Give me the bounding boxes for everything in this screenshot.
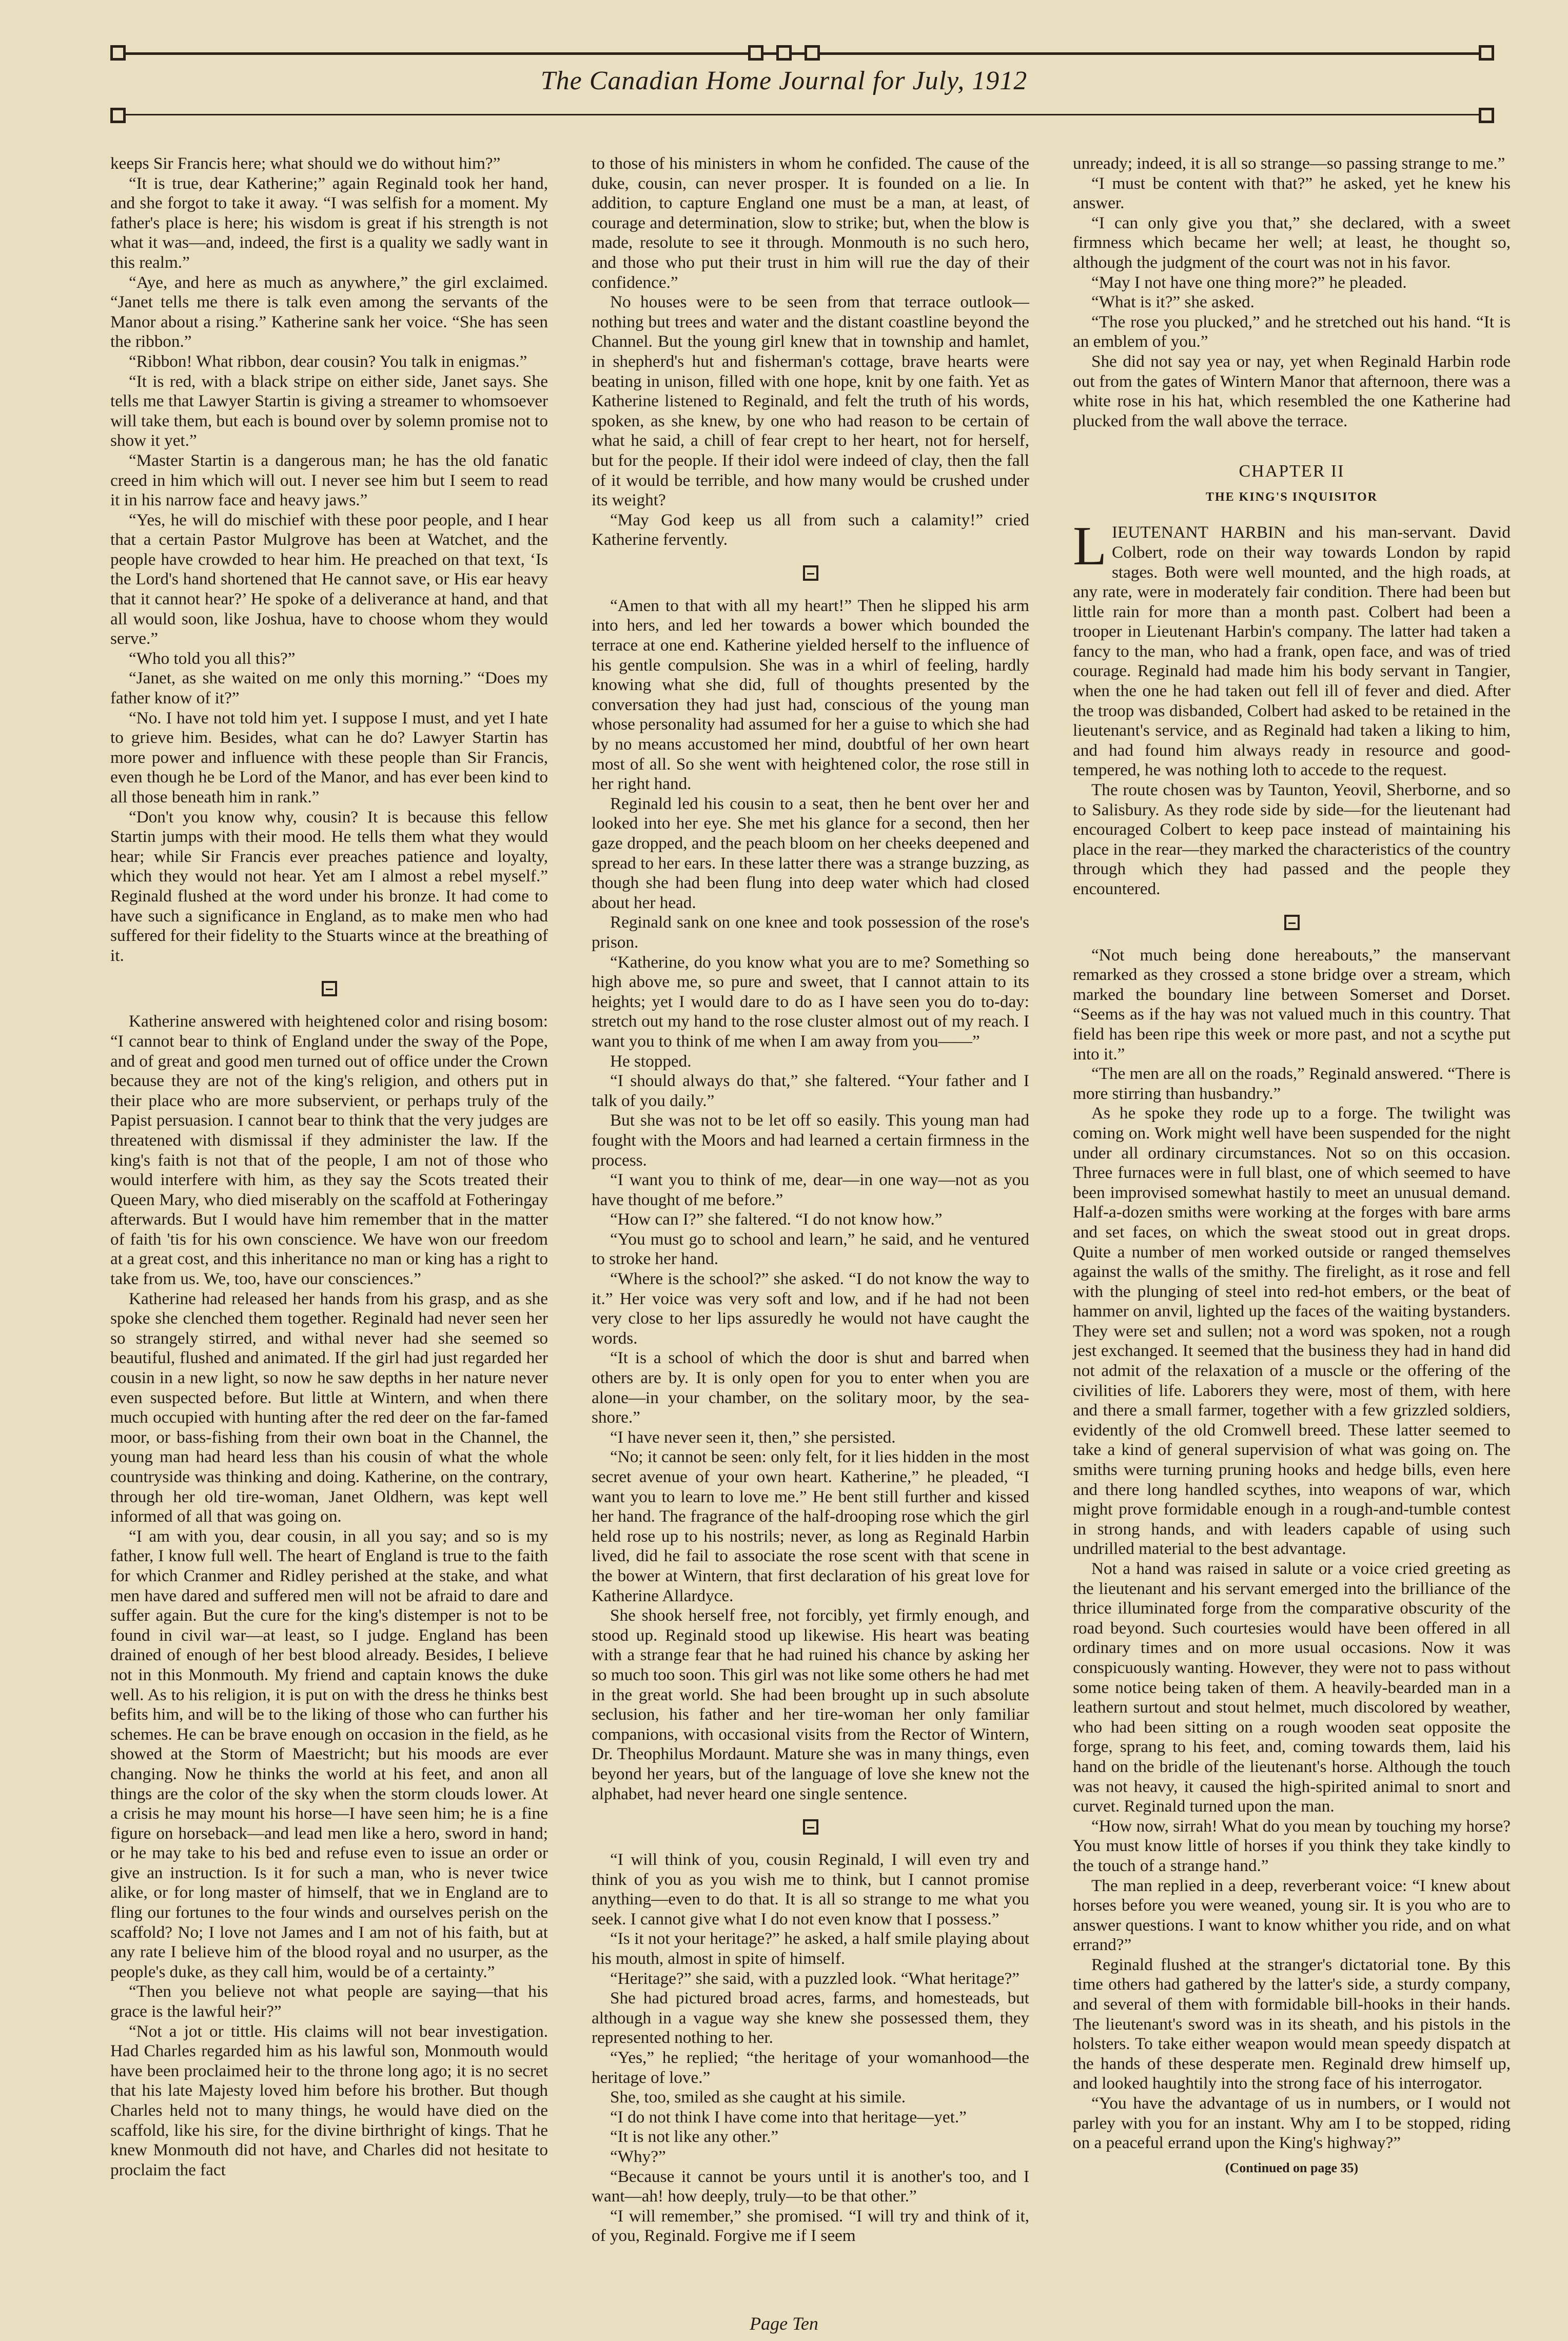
paragraph: “Ribbon! What ribbon, dear cousin? You talk in enigmas.” [129,351,527,371]
ornament-box-right [1479,45,1494,61]
section-separator-icon [803,1819,818,1835]
paragraph: Reginald led his cousin to a seat, then he bent over her and looked into her eye. She met his glance for a second, then her gaze dropped, and the peach bloom on her cheeks deepened and spread to her ears. In these latter there was a strange buzzing, as though she had been flung into deep water which had closed about her head. [592,794,1029,912]
paragraph: “I want you to think of me, dear—in one way—not as you have thought of me before.” [592,1170,1029,1209]
masthead: The Canadian Home Journal for July, 1912 [540,66,1028,95]
paragraph: “I will remember,” she promised. “I will try and think of it, of you, Reginald. Forgive me if I seem [592,2206,1029,2246]
chapter-title: THE KING'S INQUISITOR [1206,490,1378,504]
paragraph: “What is it?” she asked. [1091,292,1255,312]
paragraph: Not a hand was raised in salute or a voice cried greeting as the lieutenant and his servant emerged into the brilliance of the thrice illuminated forge from the comparative obscurity of the road beyond. Such courtesies would have been offered in all ordinary times and on more usual occasions. Now it was conspicuously wanting. However, they were not to pass without some notice being taken of them. A heavily-bearded man in a leathern surtout and stout helmet, much discolored by weather, who had been sitting on a rough wooden seat opposite the forge, sprang to his feet, and, coming towards them, laid his hand on the bridle of the lieutenant's horse. Although the touch was not heavy, it caused the high-spirited animal to snort and curvet. Reginald turned upon the man. [1073,1559,1511,1816]
article-columns [110,154,1511,2246]
paragraph: Reginald flushed at the stranger's dictatorial tone. By this time others had gathered by the latter's side, a sturdy company, and several of them with formidable bill-hooks in their hands. The lieutenant's sword was in its sheath, and his pistols in the holsters. To take either weapon would mean speedy dispatch at the hands of these desperate men. Reginald drew himself up, and looked haughtily into the strong face of his interrogator. [1073,1955,1511,2093]
masthead-rule [114,114,1494,115]
paragraph: “Where is the school?” she asked. “I do not know the way to it.” Her voice was very soft and low, and if he had not been very close to her lips assuredly he would not have caught the words. [592,1269,1029,1348]
paragraph: “No. I have not told him yet. I suppose I must, and yet I hate to grieve him. Besides, what can he do? Lawyer Startin has more power and influence with these people than Sir Francis, even though he be Lord of the Manor, and has ever been kind to all those beneath him in rank.” [110,708,548,806]
paragraph: “I can only give you that,” she declared, with a sweet firmness which became her well; at least, he thought so, although the judgment of the court was not in his favor. [1073,213,1511,272]
ornament-box-left [110,45,126,61]
paragraph: “You must go to school and learn,” he said, and he ventured to stroke her hand. [592,1229,1029,1269]
paragraph: “Is it not your heritage?” he asked, a half smile playing about his mouth, almost in spite of himself. [592,1929,1029,1969]
paragraph: The man replied in a deep, reverberant voice: “I knew about horses before you were weaned, young sir. It is you who are to answer questions. I want to know whither you ride, and on what errand?” [1073,1876,1511,1955]
top-rule [114,52,1494,55]
paragraph: Katherine had released her hands from his grasp, and as she spoke she clenched them together. Reginald had never seen her so strangely stirred, and withal never had she seemed so beautiful, flushed and animated. If the girl had just regarded her cousin in a new light, so now he saw depths in her nature never even suspected before. But little at Wintern, and when there much occupied with hunting after the red deer on the far-famed moor, or bass-fishing from their own boat in the Channel, the young man had heard less than his cousin of what the whole countryside was thinking and doing. Katherine, on the contrary, through her old tire-woman, Janet Oldhern, was kept well informed of all that was going on. [110,1289,548,1526]
paragraph: But she was not to be let off so easily. This young man had fought with the Moors and had learned a certain firmness in the process. [592,1111,1029,1170]
paragraph: unready; indeed, it is all so strange—so passing strange to me.” [1073,154,1505,173]
paragraph: “It is not like any other.” [610,2127,779,2147]
paragraph: to those of his ministers in whom he confided. The cause of the duke, cousin, can never prosper. It is founded on a lie. In addition, to capture England one must be a man, at least, of courage and determination, slow to strike; but, when the blow is made, resolute to see it through. Monmouth is no such hero, and those who put their trust in him will rue the day of their confidence.” [592,154,1029,292]
paragraph: “It is true, dear Katherine;” again Reginald took her hand, and she forgot to take it away. “I was selfish for a moment. My father's place is here; his wisdom is great if his strength is not what it was—and, indeed, the first is a quality we sadly want in this realm.” [110,173,548,272]
chapter-heading: CHAPTER II [1239,462,1345,481]
column-1 [110,154,548,2246]
drop-cap: L [1073,516,1107,577]
paragraph: keeps Sir Francis here; what should we do without him?” [110,154,501,173]
paragraph: “Aye, and here as much as anywhere,” the girl exclaimed. “Janet tells me there is talk even among the servants of the Manor about a rising.” Katherine sank her voice. “She has seen the ribbon.” [110,272,548,351]
ornament-box-center-1 [748,45,763,61]
paragraph: “May God keep us all from such a calamity!” cried Katherine fervently. [592,510,1029,549]
paragraph: “Then you believe not what people are saying—that his grace is the lawful heir?” [110,1982,548,2021]
paragraph: She did not say yea or nay, yet when Reginald Harbin rode out from the gates of Wintern Manor that afternoon, there was a white rose in his hat, which resembled the one Katherine had plucked from the wall above the terrace. [1073,351,1511,430]
paragraph: “Master Startin is a dangerous man; he has the old fanatic creed in him which will out. I never see him but I seem to read it in his narrow face and heavy jaws.” [110,450,548,510]
paragraph: “I do not think I have come into that heritage—yet.” [610,2107,967,2127]
paragraph: “May I not have one thing more?” he pleaded. [1091,272,1407,292]
paragraph: As he spoke they rode up to a forge. The twilight was coming on. Work might well have been suspended for the night under all ordinary circumstances. Not so on this occasion. Three furnaces were in full blast, one of which seemed to have been improvised somewhat hastily to meet an unusual demand. Half-a-dozen smiths were working at the forges with bare arms and set faces, on which the sweat stood out in great drops. Quite a number of men worked outside or ranged themselves against the walls of the smithy. The firelight, as it rose and fell with the plunging of steel into red-hot embers, or the beat of hammer on anvil, lighted up the faces of the waiting bystanders. They were set and sullen; not a word was spoken, not a rough jest exchanged. It seemed that the business they had in hand did not admit of the relaxation of a muscle or the offering of the civilities of life. Laborers they were, most of them, with here and there a small farmer, together with a few grizzled soldiers, evidently of the old Cromwell breed. These latter seemed to take a kind of general supervision of what was going on. The smiths were turning pruning hooks and hedge bills, even here and there long handled scythes, into weapons of war, which might prove formidable enough in a rough-and-tumble contest in strong hands, and with leaders capable of using such undrilled material to the best advantage. [1073,1104,1511,1559]
paragraph: “Katherine, do you know what you are to me? Something so high above me, so pure and sweet, that I cannot attain to its heights; yet I would dare to do as I have seen you do to-day: stretch out my hand to the rose cluster almost out of my reach. I want you to think of me when I am away from you——” [592,952,1029,1051]
column-3 [1073,154,1511,2246]
ornament-box-center-3 [805,45,820,61]
paragraph: “It is a school of which the door is shut and barred when others are by. It is only open for you to enter when you are alone—in your chamber, on the solitary moor, by the sea-shore.” [592,1348,1029,1427]
chapter-opening-paragraph [1073,516,1511,780]
paragraph: “I should always do that,” she faltered. “Your father and I talk of you daily.” [592,1071,1029,1110]
ornament-box-center-2 [776,45,792,61]
paragraph: “Don't you know why, cousin? It is because this fellow Startin jumps with their mood. He tells them what they would hear; while Sir Francis ever preaches patience and loyalty, which they would not hear. Yet am I almost a rebel myself.” Reginald flushed at the word under his bronze. It had come to have such a significance in England, as to make men who had suffered for their fidelity to the Stuarts wince at the breathing of it. [110,807,548,965]
paragraph: No houses were to be seen from that terrace outlook—nothing but trees and water and the distant coastline beyond the Channel. But the young girl knew that in township and hamlet, in shepherd's hut and fisherman's cottage, brave hearts were beating in unison, filled with one hope, knit by one faith. Yet as Katherine listened to Reginald, and felt the truth of his words, spoken, as she knew, by one who had reason to be certain of what he said, a chill of fear crept to her heart, not for herself, but for the people. If their idol were indeed of clay, then the fall of it would be terrible, and how many would be crushed under its weight? [592,292,1029,510]
paragraph: “I will think of you, cousin Reginald, I will even try and think of you as you wish me to think, but I cannot promise anything—even to do that. It is all so strange to me what you seek. I cannot give what I do not even know that I possess.” [592,1850,1029,1929]
ornament-box-left-2 [110,108,126,123]
paragraph: “Because it cannot be yours until it is another's too, and I want—ah! how deeply, truly—to be that other.” [592,2167,1029,2206]
paragraph: “The men are all on the roads,” Reginald answered. “There is more stirring than husbandry.” [1073,1064,1511,1103]
paragraph: “Why?” [610,2147,666,2166]
section-separator-icon [1284,915,1300,930]
opening-text: IEUTENANT HARBIN and his man-servant. David Colbert, rode on their way towards London by rapid stages. Both were well mounted, and the high roads, at any rate, were in moderately fair condition. There had been but little rain for more than a month past. Colbert had been a trooper in Lieutenant Harbin's company. The latter had taken a fancy to the man, who had a frank, open face, and was of tried courage. Reginald had made him his body servant in Tangier, when the one he had taken out fell ill of fever and died. After the troop was disbanded, Colbert had asked to be retained in the lieutenant's service, and as Reginald had taken a liking to him, and had found him always ready in resource and good-tempered, he was nothing loth to accede to the request. [1073,523,1511,780]
column-2 [592,154,1029,2246]
paragraph: “Amen to that with all my heart!” Then he slipped his arm into hers, and led her towards a bower which bounded the terrace at one end. Katherine yielded herself to the influence of his gentle compulsion. She was in a whirl of feeling, hardly knowing what she did, full of thoughts presented by the conversation they had just had, conscious of the young man whose personality had assumed for her a guise to which she had by no means accustomed her mind, doubtful of her own heart most of all. So she went with heightened color, the rose still in her right hand. [592,596,1029,794]
paragraph: “Yes,” he replied; “the heritage of your womanhood—the heritage of love.” [592,2048,1029,2087]
page-number: Page Ten [750,2313,818,2334]
paragraph: “How can I?” she faltered. “I do not know how.” [610,1210,943,1229]
paragraph: “Who told you all this?” [129,648,296,668]
paragraph: She had pictured broad acres, farms, and homesteads, but although in a vague way she knew she possessed them, they represented nothing to her. [592,1989,1029,2048]
paragraph: Reginald sank on one knee and took possession of the rose's prison. [592,913,1029,952]
section-separator-icon [322,981,337,996]
paragraph: “Heritage?” she said, with a puzzled look. “What heritage?” [610,1969,1020,1988]
paragraph: “No; it cannot be seen: only felt, for it lies hidden in the most secret avenue of your own heart. Katherine,” he pleaded, “I want you to learn to love me.” He bent still further and kissed her hand. The fragrance of the half-drooping rose which the girl held rose up to his nostrils; never, as long as Reginald Harbin lived, did he fail to associate the rose scent with that scene in the bower at Wintern, that first declaration of his great love for Katherine Allardyce. [592,1447,1029,1605]
paragraph: “Janet, as she waited on me only this morning.” “Does my father know of it?” [110,668,548,708]
paragraph: “It is red, with a black stripe on either side, Janet says. She tells me that Lawyer Startin is giving a streamer to whomsoever will take them, but each is bound over by solemn promise not to show it yet.” [110,371,548,450]
paragraph: “How now, sirrah! What do you mean by touching my horse? You must know little of horses if you think they take kindly to the touch of a strange hand.” [1073,1816,1511,1875]
paragraph: “I have never seen it, then,” she persisted. [610,1427,896,1447]
continued-note: (Continued on page 35) [1225,2160,1359,2175]
paragraph: “Not a jot or tittle. His claims will not bear investigation. Had Charles regarded him as his lawful son, Monmouth would have been proclaimed heir to the throne long ago; it is no secret that his late Majesty loved him before his brother. But though Charles held not to many things, he would have died on the scaffold, like his sire, for the divine birthright of kings. That he knew Monmouth did not have, and Charles did not hesitate to proclaim the fact [110,2021,548,2179]
paragraph: Katherine answered with heightened color and rising bosom: “I cannot bear to think of England under the sway of the Pope, and of great and good men turned out of office under the Crown because they are not of the king's religion, and others put in their place who are more subservient, or perhaps truly of the Papist persuasion. I cannot bear to think that the very judges are threatened with dismissal if they administer the law. If the king's faith is not that of the people, I am not of those who would interfere with him, as they say the Scots treated their Queen Mary, who died miserably on the scaffold at Fotheringay afterwards. But I would have him remember that in the matter of faith 'tis for his own conscience. We have won our freedom at a great cost, and this inheritance no man or king has a right to take from us. We, too, have our consciences.” [110,1012,548,1289]
paragraph: “You have the advantage of us in numbers, or I would not parley with you for an instant. Why am I to be stopped, riding on a peaceful errand upon the King's highway?” [1073,2094,1511,2153]
paragraph: The route chosen was by Taunton, Yeovil, Sherborne, and so to Salisbury. As they rode side by side—for the lieutenant had encouraged Colbert to keep pace instead of maintaining his place in the rear—they marked the characteristics of the country through which they had passed and the people they encountered. [1073,780,1511,898]
ornament-box-right-2 [1479,108,1494,123]
paragraph: “The rose you plucked,” and he stretched out his hand. “It is an emblem of you.” [1073,312,1511,351]
paragraph: “I must be content with that?” he asked, yet he knew his answer. [1073,173,1511,213]
paragraph: He stopped. [610,1051,692,1071]
paragraph: She, too, smiled as she caught at his simile. [610,2088,906,2107]
paragraph: “Not much being done hereabouts,” the manservant remarked as they crossed a stone bridge over a stream, which marked the boundary line between Somerset and Dorset. “Seems as if the hay was not valued much in this country. That field has been ripe this week or more past, and not a scythe put into it.” [1073,945,1511,1064]
paragraph: “Yes, he will do mischief with these poor people, and I hear that a certain Pastor Mulgrove has been at Watchet, and the people have crowded to hear him. He preached on that text, ‘Is the Lord's hand shortened that He cannot save, or His ear heavy that it cannot hear?’ He spoke of a deliverance at hand, and that all would soon, like Joshua, have to choose whom they would serve.” [110,510,548,648]
section-separator-icon [803,565,818,581]
paragraph: “I am with you, dear cousin, in all you say; and so is my father, I know full well. The heart of England is true to the faith for which Cranmer and Ridley perished at the stake, and what men have dared and suffered men will not be afraid to dare and suffer again. But the cure for the king's distemper is not to be found in civil war—at least, so I judge. England has been drained of enough of her best blood already. Besides, I believe not in this Monmouth. My friend and captain knows the duke well. As to his religion, it is put on with the dress he thinks best befits him, and will be to the liking of those who can further his schemes. He can be brave enough on occasion in the field, as he showed at the Storm of Maestricht; but his moods are ever changing. Now he thinks the world at his feet, and anon all things are the color of the sky when the storm clouds lower. At a crisis he may mount his horse—I have seen him; he is a fine figure on horseback—and lead men like a hero, sword in hand; or he may take to his bed and refuse even to issue an order or give an instruction. Is it for such a man, who is never twice alike, or for long master of himself, that we in England are to fling our fortunes to the four winds and ourselves perish on the scaffold? No; I love not James and I am not of his faith, but at any rate I believe him of the blood royal and no usurper, as the people's duke, as they call him, would be of a certainty.” [110,1526,548,1981]
paragraph: She shook herself free, not forcibly, yet firmly enough, and stood up. Reginald stood up likewise. His heart was beating with a strange fear that he had ruined his chance by asking her so much too soon. This girl was not like some others he had met in the great world. She had been brought up in such absolute seclusion, his father and her tire-woman her only familiar companions, with occasional visits from the Rector of Wintern, Dr. Theophilus Mordaunt. Mature she was in many things, even beyond her years, but of the language of love she knew not the alphabet, had never heard one single sentence. [592,1606,1029,1803]
